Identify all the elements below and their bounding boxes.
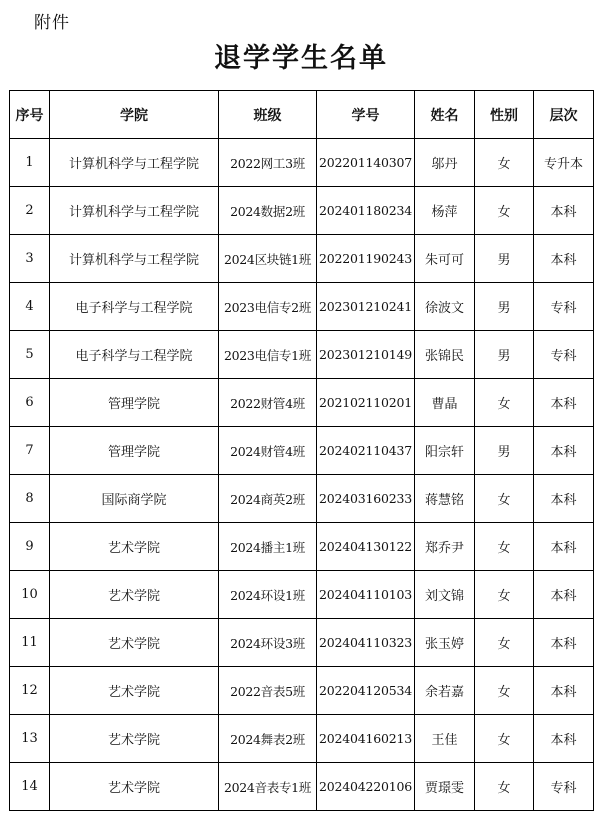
cell-index: 14 (10, 763, 50, 811)
cell-index: 1 (10, 139, 50, 187)
cell-student-id: 202404160213 (317, 715, 415, 763)
cell-class: 2022网工3班 (219, 139, 317, 187)
cell-gender: 女 (475, 763, 534, 811)
header-class: 班级 (219, 91, 317, 139)
cell-level: 本科 (534, 187, 594, 235)
header-name: 姓名 (415, 91, 475, 139)
cell-college: 电子科学与工程学院 (50, 283, 219, 331)
table-row (10, 715, 594, 763)
table-body (10, 139, 594, 811)
cell-class: 2022音表5班 (219, 667, 317, 715)
cell-level: 本科 (534, 667, 594, 715)
table-row (10, 571, 594, 619)
table-row (10, 427, 594, 475)
dropout-student-table (9, 90, 594, 811)
cell-college: 艺术学院 (50, 619, 219, 667)
cell-name: 余若嘉 (415, 667, 475, 715)
cell-name: 徐波文 (415, 283, 475, 331)
cell-gender: 男 (475, 283, 534, 331)
cell-index: 4 (10, 283, 50, 331)
table-row (10, 523, 594, 571)
table-row (10, 763, 594, 811)
cell-college: 管理学院 (50, 427, 219, 475)
cell-student-id: 202201190243 (317, 235, 415, 283)
cell-college: 艺术学院 (50, 523, 219, 571)
cell-class: 2024环设1班 (219, 571, 317, 619)
cell-college: 艺术学院 (50, 763, 219, 811)
table-row (10, 619, 594, 667)
cell-class: 2024数据2班 (219, 187, 317, 235)
cell-index: 2 (10, 187, 50, 235)
cell-level: 专科 (534, 763, 594, 811)
cell-college: 艺术学院 (50, 571, 219, 619)
cell-college: 计算机科学与工程学院 (50, 235, 219, 283)
cell-index: 7 (10, 427, 50, 475)
cell-class: 2022财管4班 (219, 379, 317, 427)
cell-index: 12 (10, 667, 50, 715)
cell-index: 13 (10, 715, 50, 763)
cell-student-id: 202102110201 (317, 379, 415, 427)
cell-index: 8 (10, 475, 50, 523)
cell-level: 专升本 (534, 139, 594, 187)
cell-gender: 男 (475, 427, 534, 475)
cell-gender: 女 (475, 571, 534, 619)
cell-level: 本科 (534, 571, 594, 619)
cell-index: 6 (10, 379, 50, 427)
cell-name: 朱可可 (415, 235, 475, 283)
table-row (10, 283, 594, 331)
header-index: 序号 (10, 91, 50, 139)
cell-college: 计算机科学与工程学院 (50, 187, 219, 235)
cell-gender: 女 (475, 523, 534, 571)
cell-gender: 女 (475, 139, 534, 187)
cell-name: 杨萍 (415, 187, 475, 235)
header-level: 层次 (534, 91, 594, 139)
cell-class: 2024播主1班 (219, 523, 317, 571)
cell-student-id: 202401180234 (317, 187, 415, 235)
cell-name: 张锦民 (415, 331, 475, 379)
cell-index: 5 (10, 331, 50, 379)
cell-class: 2024音表专1班 (219, 763, 317, 811)
cell-name: 邬丹 (415, 139, 475, 187)
table-row (10, 379, 594, 427)
cell-class: 2023电信专1班 (219, 331, 317, 379)
cell-gender: 女 (475, 475, 534, 523)
cell-level: 本科 (534, 619, 594, 667)
cell-college: 电子科学与工程学院 (50, 331, 219, 379)
header-student-id: 学号 (317, 91, 415, 139)
cell-student-id: 202404110103 (317, 571, 415, 619)
cell-gender: 女 (475, 379, 534, 427)
cell-gender: 男 (475, 331, 534, 379)
cell-index: 11 (10, 619, 50, 667)
table-row (10, 475, 594, 523)
cell-college: 国际商学院 (50, 475, 219, 523)
cell-gender: 女 (475, 667, 534, 715)
cell-class: 2024商英2班 (219, 475, 317, 523)
header-gender: 性别 (475, 91, 534, 139)
cell-gender: 女 (475, 715, 534, 763)
cell-college: 艺术学院 (50, 715, 219, 763)
cell-name: 蒋慧铭 (415, 475, 475, 523)
page-title: 退学学生名单 (214, 43, 388, 74)
cell-level: 专科 (534, 331, 594, 379)
cell-level: 专科 (534, 283, 594, 331)
cell-student-id: 202404110323 (317, 619, 415, 667)
cell-student-id: 202204120534 (317, 667, 415, 715)
cell-class: 2024舞表2班 (219, 715, 317, 763)
cell-college: 计算机科学与工程学院 (50, 139, 219, 187)
cell-class: 2023电信专2班 (219, 283, 317, 331)
table-row (10, 667, 594, 715)
cell-level: 本科 (534, 475, 594, 523)
table-row (10, 139, 594, 187)
header-college: 学院 (50, 91, 219, 139)
cell-gender: 女 (475, 187, 534, 235)
cell-index: 9 (10, 523, 50, 571)
cell-name: 王佳 (415, 715, 475, 763)
cell-student-id: 202301210241 (317, 283, 415, 331)
cell-level: 本科 (534, 427, 594, 475)
cell-student-id: 202201140307 (317, 139, 415, 187)
cell-name: 郑乔尹 (415, 523, 475, 571)
table-header (10, 91, 594, 139)
cell-name: 张玉婷 (415, 619, 475, 667)
cell-class: 2024区块链1班 (219, 235, 317, 283)
cell-student-id: 202404130122 (317, 523, 415, 571)
cell-college: 管理学院 (50, 379, 219, 427)
cell-gender: 男 (475, 235, 534, 283)
attachment-label: 附件 (34, 13, 70, 33)
cell-class: 2024环设3班 (219, 619, 317, 667)
cell-class: 2024财管4班 (219, 427, 317, 475)
cell-index: 10 (10, 571, 50, 619)
cell-index: 3 (10, 235, 50, 283)
cell-level: 本科 (534, 379, 594, 427)
cell-student-id: 202301210149 (317, 331, 415, 379)
cell-level: 本科 (534, 715, 594, 763)
header-row (10, 91, 594, 139)
cell-name: 贾璟雯 (415, 763, 475, 811)
cell-level: 本科 (534, 523, 594, 571)
cell-name: 曹晶 (415, 379, 475, 427)
cell-college: 艺术学院 (50, 667, 219, 715)
table-row (10, 187, 594, 235)
cell-student-id: 202402110437 (317, 427, 415, 475)
cell-name: 阳宗轩 (415, 427, 475, 475)
cell-name: 刘文锦 (415, 571, 475, 619)
cell-gender: 女 (475, 619, 534, 667)
cell-student-id: 202403160233 (317, 475, 415, 523)
cell-level: 本科 (534, 235, 594, 283)
table-row (10, 331, 594, 379)
table-row (10, 235, 594, 283)
cell-student-id: 202404220106 (317, 763, 415, 811)
